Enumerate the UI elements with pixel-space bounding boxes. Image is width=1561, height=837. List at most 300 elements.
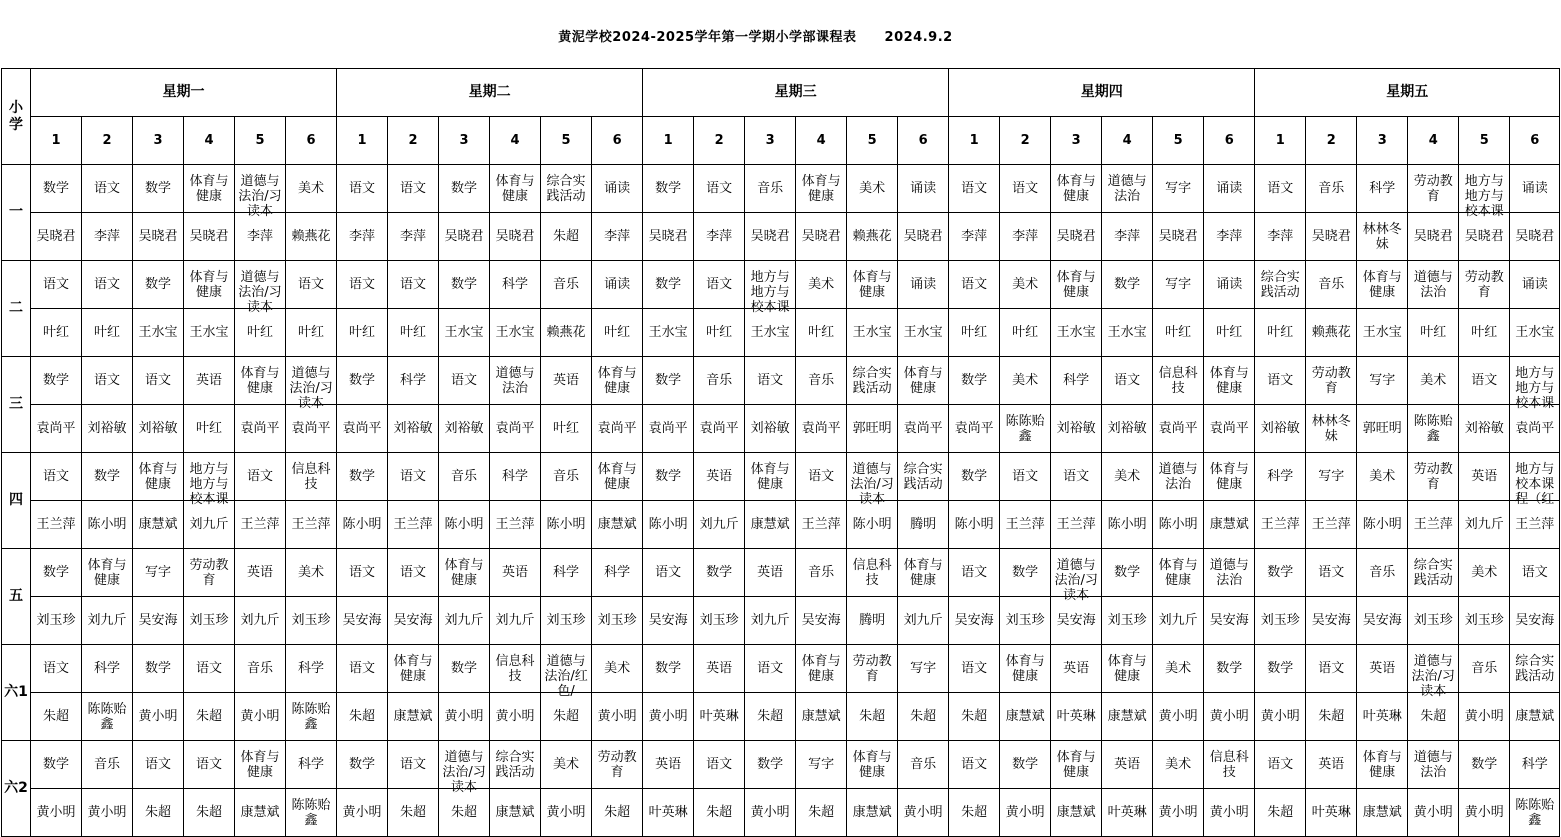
teacher-text: 吴晓君: [750, 229, 790, 244]
teacher-text: 腾明: [910, 517, 937, 532]
subject-cell: [439, 357, 490, 405]
teacher-text: 吴晓君: [189, 229, 229, 244]
subject-cell: [541, 645, 592, 699]
subject-cell: [337, 165, 388, 213]
subject-cell: [592, 165, 643, 213]
teacher-cell: [1510, 693, 1560, 741]
teacher-text: 吴晓君: [1464, 229, 1504, 244]
teacher-text: 赖燕花: [1311, 325, 1351, 340]
subject-cell: [1357, 165, 1408, 213]
teacher-cell: [643, 405, 694, 453]
subject-cell: [439, 645, 490, 693]
subject-text: 音乐: [553, 277, 580, 292]
subject-text: 音乐: [706, 373, 733, 388]
subject-text: 体育与健康: [597, 365, 637, 396]
period-header: 6: [1510, 117, 1560, 165]
subject-text: 语文: [93, 277, 120, 292]
teacher-cell: [1000, 405, 1051, 453]
teacher-cell: [745, 405, 796, 453]
day-header: 星期四: [949, 69, 1255, 117]
teacher-text: 王水宝: [189, 325, 229, 340]
subject-text: 诵读: [910, 181, 937, 196]
teacher-text: 袁尚平: [291, 421, 331, 436]
teacher-text: 刘九斤: [495, 613, 535, 628]
teacher-cell: [286, 789, 337, 837]
teacher-text: 吴安海: [393, 613, 433, 628]
subject-cell: [1357, 741, 1408, 789]
subject-cell: [796, 357, 847, 405]
subject-cell: [388, 357, 439, 405]
subject-text: 美术: [859, 181, 886, 196]
teacher-text: 吴晓君: [1158, 229, 1198, 244]
teacher-text: 朱超: [553, 709, 580, 724]
subject-text: 英语: [1471, 469, 1498, 484]
teacher-text: 刘玉珍: [1107, 613, 1147, 628]
subject-text: 语文: [706, 277, 733, 292]
subject-text: 劳动教育: [189, 557, 229, 588]
teacher-cell: [439, 501, 490, 549]
title-text: 黄泥学校2024-2025学年第一学期小学部课程表: [558, 30, 857, 45]
teacher-cell: [337, 789, 388, 837]
subject-text: 语文: [400, 181, 427, 196]
teacher-cell: [1000, 789, 1051, 837]
subject-cell: [1510, 741, 1560, 789]
teacher-text: 王水宝: [1362, 325, 1402, 340]
teacher-cell: [1306, 501, 1357, 549]
teacher-cell: [235, 309, 286, 357]
subject-cell: [184, 645, 235, 693]
teacher-text: 黄小明: [546, 805, 586, 820]
subject-text: 数学: [349, 757, 376, 772]
subject-text: 英语: [1063, 661, 1090, 676]
teacher-cell: [439, 405, 490, 453]
subject-cell: [337, 645, 388, 693]
teacher-cell: [847, 789, 898, 837]
teacher-cell: [235, 597, 286, 645]
teacher-text: 黄小明: [240, 709, 280, 724]
teacher-cell: [1153, 693, 1204, 741]
teacher-row: [2, 789, 1560, 837]
teacher-cell: [133, 789, 184, 837]
subject-cell: [1051, 357, 1102, 405]
subject-text: 劳动教育: [597, 749, 637, 780]
subject-text: 英语: [655, 757, 682, 772]
teacher-text: 吴安海: [1515, 613, 1555, 628]
subject-cell: [31, 165, 82, 213]
teacher-text: 刘玉珍: [1260, 613, 1300, 628]
teacher-row: [2, 597, 1560, 645]
teacher-text: 袁尚平: [342, 421, 382, 436]
subject-text: 劳动教育: [1464, 269, 1504, 300]
subject-text: 体育与健康: [750, 461, 790, 492]
teacher-cell: [1306, 213, 1357, 261]
subject-cell: [439, 741, 490, 795]
subject-cell: [1408, 741, 1459, 789]
subject-text: 语文: [349, 661, 376, 676]
subject-cell: [541, 261, 592, 309]
subject-row: [2, 549, 1560, 597]
teacher-text: 郭旺明: [1362, 421, 1402, 436]
teacher-cell: [439, 213, 490, 261]
teacher-text: 刘玉珍: [597, 613, 637, 628]
teacher-cell: [1357, 789, 1408, 837]
teacher-cell: [694, 309, 745, 357]
subject-cell: [1510, 165, 1560, 213]
teacher-cell: [1255, 213, 1306, 261]
teacher-text: 吴安海: [1362, 613, 1402, 628]
subject-cell: [1255, 645, 1306, 693]
subject-text: 语文: [349, 277, 376, 292]
subject-cell: [694, 549, 745, 597]
teacher-cell: [949, 597, 1000, 645]
subject-cell: [643, 741, 694, 789]
subject-row: [2, 261, 1560, 309]
subject-text: 语文: [961, 181, 988, 196]
teacher-cell: [1255, 501, 1306, 549]
subject-cell: [184, 453, 235, 507]
subject-cell: [949, 645, 1000, 693]
teacher-text: 吴晓君: [495, 229, 535, 244]
subject-text: 科学: [298, 661, 325, 676]
subject-cell: [1306, 741, 1357, 789]
teacher-cell: [745, 213, 796, 261]
subject-cell: [133, 645, 184, 693]
day-header: 星期二: [337, 69, 643, 117]
subject-text: 语文: [1318, 565, 1345, 580]
teacher-cell: [31, 693, 82, 741]
subject-cell: [133, 357, 184, 405]
subject-text: 体育与健康: [1209, 461, 1249, 492]
subject-text: 体育与健康: [87, 557, 127, 588]
subject-cell: [643, 645, 694, 693]
subject-text: 综合实践活动: [495, 749, 535, 780]
subject-text: 数学: [144, 181, 171, 196]
teacher-text: 刘裕敏: [1260, 421, 1300, 436]
subject-text: 美术: [1114, 469, 1141, 484]
period-header: 2: [1306, 117, 1357, 165]
teacher-cell: [1051, 597, 1102, 645]
subject-text: 语文: [1012, 469, 1039, 484]
teacher-cell: [31, 501, 82, 549]
grade-label: 六1: [2, 645, 31, 741]
subject-cell: [898, 261, 949, 309]
teacher-cell: [694, 501, 745, 549]
period-header: 1: [31, 117, 82, 165]
teacher-cell: [337, 597, 388, 645]
teacher-text: 吴晓君: [1311, 229, 1351, 244]
teacher-cell: [286, 597, 337, 645]
subject-cell: [694, 645, 745, 693]
subject-text: 语文: [195, 757, 222, 772]
subject-text: 综合实践活动: [546, 173, 586, 204]
teacher-cell: [1459, 309, 1510, 357]
teacher-text: 陈小明: [546, 517, 586, 532]
subject-text: 语文: [808, 469, 835, 484]
subject-text: 语文: [42, 661, 69, 676]
teacher-text: 王水宝: [138, 325, 178, 340]
subject-text: 写字: [144, 565, 171, 580]
subject-text: 美术: [1471, 565, 1498, 580]
teacher-text: 李萍: [1267, 229, 1294, 244]
teacher-text: 林林冬妹: [1311, 413, 1351, 444]
day-header: 星期五: [1255, 69, 1560, 117]
period-header: 6: [286, 117, 337, 165]
subject-text: 音乐: [808, 373, 835, 388]
subject-text: 道德与法治/习读本: [238, 269, 282, 315]
teacher-text: 陈陈贻鑫: [291, 797, 331, 828]
subject-cell: [235, 645, 286, 693]
subject-cell: [949, 549, 1000, 597]
teacher-cell: [31, 309, 82, 357]
subject-cell: [133, 453, 184, 501]
teacher-cell: [847, 693, 898, 741]
subject-cell: [388, 261, 439, 309]
subject-cell: [286, 261, 337, 309]
teacher-cell: [796, 693, 847, 741]
teacher-cell: [286, 501, 337, 549]
teacher-text: 王水宝: [648, 325, 688, 340]
teacher-cell: [1459, 405, 1510, 453]
day-header: 星期一: [31, 69, 337, 117]
subject-text: 体育与健康: [189, 173, 229, 204]
teacher-text: 刘玉珍: [699, 613, 739, 628]
teacher-cell: [1102, 789, 1153, 837]
subject-text: 信息科技: [1158, 365, 1198, 396]
teacher-cell: [31, 213, 82, 261]
subject-cell: [235, 357, 286, 405]
subject-cell: [847, 741, 898, 789]
teacher-cell: [643, 789, 694, 837]
teacher-text: 朱超: [400, 805, 427, 820]
subject-cell: [337, 357, 388, 405]
subject-text: 科学: [502, 469, 529, 484]
teacher-row: [2, 213, 1560, 261]
subject-cell: [643, 261, 694, 309]
subject-cell: [1408, 165, 1459, 213]
subject-text: 美术: [1369, 469, 1396, 484]
subject-cell: [643, 453, 694, 501]
teacher-text: 袁尚平: [903, 421, 943, 436]
teacher-cell: [592, 693, 643, 741]
subject-text: 语文: [93, 373, 120, 388]
teacher-text: 朱超: [451, 805, 478, 820]
subject-text: 语文: [1318, 661, 1345, 676]
period-header: 2: [1000, 117, 1051, 165]
subject-cell: [184, 741, 235, 789]
subject-text: 英语: [706, 469, 733, 484]
teacher-text: 陈小明: [648, 517, 688, 532]
subject-text: 体育与健康: [240, 365, 280, 396]
teacher-text: 陈小明: [1107, 517, 1147, 532]
teacher-cell: [643, 501, 694, 549]
subject-cell: [235, 741, 286, 789]
teacher-cell: [1153, 405, 1204, 453]
subject-cell: [490, 741, 541, 789]
teacher-text: 叶英琳: [648, 805, 688, 820]
teacher-cell: [1459, 693, 1510, 741]
subject-text: 语文: [400, 469, 427, 484]
subject-text: 数学: [349, 469, 376, 484]
teacher-cell: [1102, 693, 1153, 741]
subject-cell: [490, 645, 541, 693]
subject-cell: [592, 357, 643, 405]
subject-cell: [235, 453, 286, 501]
subject-cell: [847, 645, 898, 693]
subject-text: 道德与法治: [1413, 749, 1453, 780]
subject-cell: [745, 453, 796, 501]
teacher-text: 林林冬妹: [1362, 221, 1402, 252]
teacher-cell: [541, 213, 592, 261]
teacher-text: 李萍: [93, 229, 120, 244]
teacher-cell: [490, 501, 541, 549]
subject-text: 语文: [144, 757, 171, 772]
teacher-cell: [184, 405, 235, 453]
teacher-cell: [541, 597, 592, 645]
teacher-text: 朱超: [349, 709, 376, 724]
period-header: 5: [541, 117, 592, 165]
teacher-text: 王水宝: [1056, 325, 1096, 340]
subject-text: 道德与法治/习读本: [1411, 653, 1455, 699]
subject-cell: [1153, 453, 1204, 501]
teacher-text: 吴晓君: [903, 229, 943, 244]
subject-text: 数学: [1114, 277, 1141, 292]
teacher-cell: [1102, 309, 1153, 357]
page-title: [0, 26, 1511, 45]
teacher-cell: [388, 597, 439, 645]
teacher-text: 吴晓君: [36, 229, 76, 244]
subject-text: 美术: [1165, 661, 1192, 676]
subject-text: 音乐: [1369, 565, 1396, 580]
period-header: 2: [388, 117, 439, 165]
subject-text: 语文: [757, 661, 784, 676]
subject-cell: [898, 165, 949, 213]
subject-cell: [847, 357, 898, 405]
subject-cell: [490, 165, 541, 213]
teacher-text: 康慧斌: [1056, 805, 1096, 820]
teacher-cell: [235, 789, 286, 837]
teacher-text: 黄小明: [1209, 709, 1249, 724]
teacher-cell: [1459, 597, 1510, 645]
teacher-text: 李萍: [604, 229, 631, 244]
teacher-cell: [1408, 213, 1459, 261]
teacher-text: 叶英琳: [699, 709, 739, 724]
subject-text: 地方与校本课程（红: [1515, 461, 1555, 507]
teacher-cell: [82, 213, 133, 261]
teacher-cell: [1204, 213, 1255, 261]
teacher-text: 李萍: [706, 229, 733, 244]
subject-cell: [1255, 453, 1306, 501]
teacher-cell: [1153, 501, 1204, 549]
teacher-text: 朱超: [757, 709, 784, 724]
teacher-text: 李萍: [1012, 229, 1039, 244]
teacher-cell: [235, 693, 286, 741]
teacher-text: 黄小明: [1158, 709, 1198, 724]
subject-text: 体育与健康: [240, 749, 280, 780]
subject-cell: [286, 549, 337, 597]
subject-text: 科学: [1369, 181, 1396, 196]
subject-text: 劳动教育: [1413, 461, 1453, 492]
teacher-text: 黄小明: [87, 805, 127, 820]
period-header: 1: [643, 117, 694, 165]
subject-cell: [1459, 261, 1510, 309]
teacher-text: 刘九斤: [750, 613, 790, 628]
teacher-text: 吴晓君: [1515, 229, 1555, 244]
teacher-cell: [184, 213, 235, 261]
period-header: 4: [1408, 117, 1459, 165]
subject-cell: [745, 261, 796, 315]
subject-cell: [1255, 165, 1306, 213]
subject-text: 英语: [246, 565, 273, 580]
teacher-cell: [133, 213, 184, 261]
teacher-text: 黄小明: [1413, 805, 1453, 820]
subject-text: 信息科技: [852, 557, 892, 588]
subject-cell: [31, 645, 82, 693]
teacher-text: 朱超: [604, 805, 631, 820]
teacher-cell: [388, 213, 439, 261]
subject-text: 道德与法治/习读本: [289, 365, 333, 411]
subject-cell: [82, 165, 133, 213]
subject-cell: [133, 261, 184, 309]
teacher-cell: [31, 405, 82, 453]
subject-cell: [1102, 261, 1153, 309]
teacher-cell: [133, 693, 184, 741]
teacher-text: 袁尚平: [1209, 421, 1249, 436]
teacher-text: 朱超: [706, 805, 733, 820]
subject-cell: [1510, 453, 1560, 507]
subject-cell: [184, 261, 235, 309]
teacher-text: 李萍: [1216, 229, 1243, 244]
subject-text: 体育与健康: [1005, 653, 1045, 684]
teacher-cell: [388, 501, 439, 549]
subject-cell: [1204, 453, 1255, 501]
subject-text: 道德与法治/习读本: [1054, 557, 1098, 603]
teacher-text: 陈陈贻鑫: [1515, 797, 1555, 828]
subject-cell: [1408, 549, 1459, 597]
teacher-text: 叶红: [298, 325, 325, 340]
teacher-text: 朱超: [859, 709, 886, 724]
teacher-text: 黄小明: [648, 709, 688, 724]
subject-cell: [1051, 165, 1102, 213]
teacher-text: 黄小明: [36, 805, 76, 820]
teacher-cell: [1255, 693, 1306, 741]
subject-cell: [592, 741, 643, 789]
subject-text: 体育与健康: [1056, 749, 1096, 780]
teacher-text: 袁尚平: [1515, 421, 1555, 436]
teacher-cell: [796, 309, 847, 357]
subject-text: 数学: [1471, 757, 1498, 772]
teacher-text: 袁尚平: [699, 421, 739, 436]
subject-cell: [184, 357, 235, 405]
subject-text: 道德与法治: [495, 365, 535, 396]
subject-text: 体育与健康: [801, 173, 841, 204]
subject-cell: [796, 741, 847, 789]
subject-text: 写字: [1165, 181, 1192, 196]
subject-cell: [1102, 165, 1153, 213]
teacher-cell: [592, 213, 643, 261]
subject-cell: [1459, 549, 1510, 597]
subject-cell: [1051, 549, 1102, 603]
subject-cell: [541, 741, 592, 789]
subject-cell: [592, 453, 643, 501]
teacher-text: 王兰萍: [1260, 517, 1300, 532]
teacher-cell: [694, 693, 745, 741]
period-header: 5: [847, 117, 898, 165]
subject-cell: [745, 741, 796, 789]
teacher-cell: [439, 309, 490, 357]
subject-text: 体育与健康: [852, 749, 892, 780]
teacher-cell: [31, 789, 82, 837]
subject-text: 数学: [451, 661, 478, 676]
